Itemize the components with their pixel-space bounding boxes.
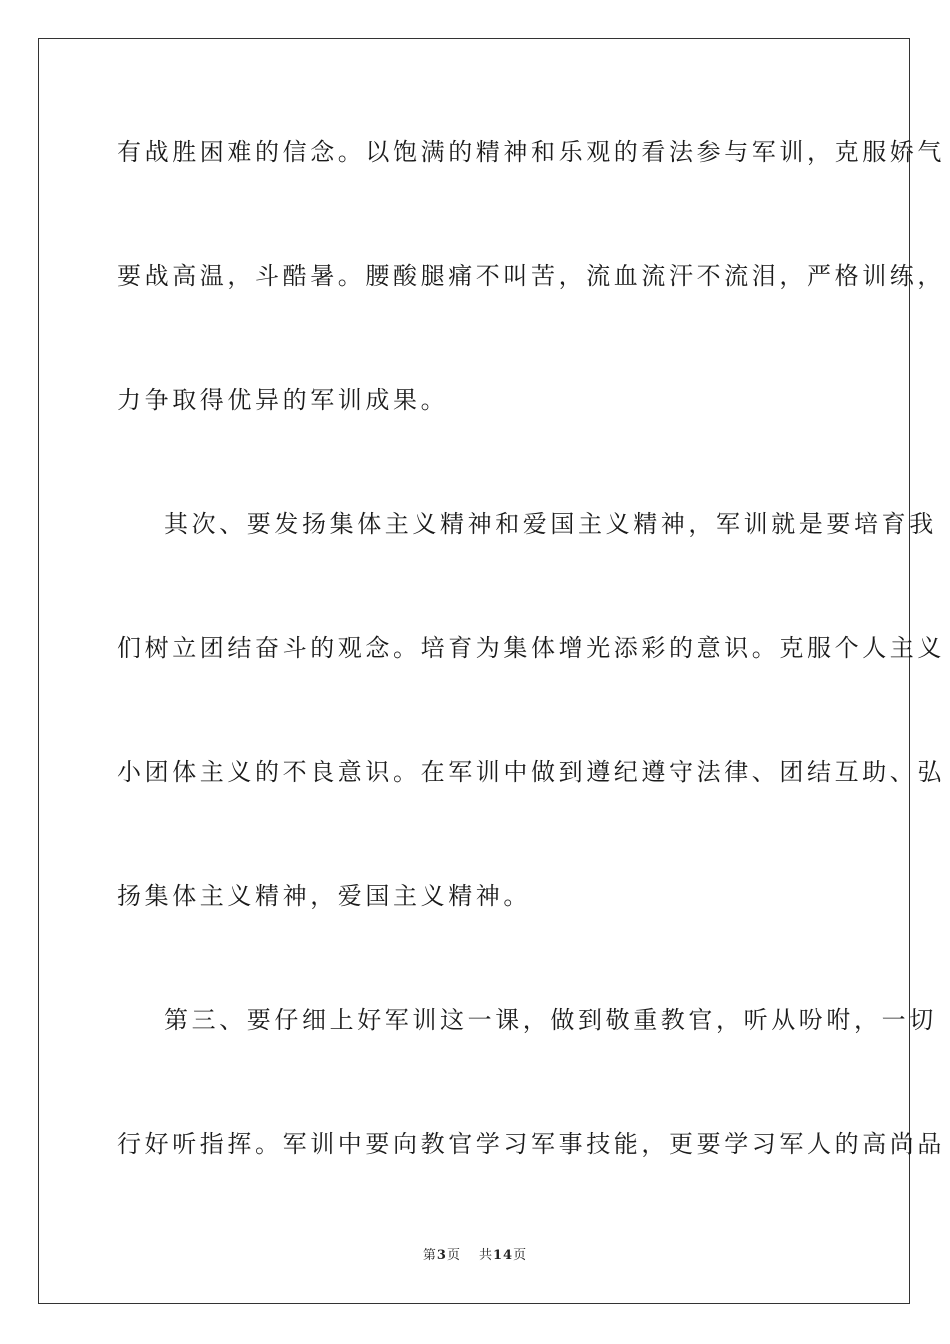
page-footer [0,1247,950,1265]
footer-page-number: 3 [436,1248,447,1263]
paragraph-line-8: 第三、要仔细上好军训这一课，做到敬重教官，听从吩咐，一切 [164,1006,937,1034]
footer-page-prefix: 第 [422,1248,437,1263]
footer-total-suffix: 页 [513,1248,528,1263]
page-border [38,38,945,1304]
footer-page-suffix: 页 [446,1248,461,1263]
footer-total-pages: 14 [492,1248,514,1263]
footer-total-prefix: 共 [478,1248,493,1263]
paragraph-line-6: 小团体主义的不良意识。在军训中做到遵纪遵守法律、团结互助、弘 [117,758,945,786]
paragraph-line-4: 其次、要发扬集体主义精神和爱国主义精神，军训就是要培育我 [164,510,937,538]
paragraph-line-2: 要战高温，斗酷暑。腰酸腿痛不叫苦，流血流汗不流泪，严格训练， [117,262,945,290]
paragraph-line-3: 力争取得优异的军训成果。 [117,386,449,414]
paragraph-line-1: 有战胜困难的信念。以饱满的精神和乐观的看法参与军训，克服娇气 [117,138,945,166]
paragraph-line-7: 扬集体主义精神，爱国主义精神。 [117,882,531,910]
paragraph-line-5: 们树立团结奋斗的观念。培育为集体增光添彩的意识。克服个人主义 [117,634,945,662]
paragraph-line-9: 行好听指挥。军训中要向教官学习军事技能，更要学习军人的高尚品 [117,1130,945,1158]
